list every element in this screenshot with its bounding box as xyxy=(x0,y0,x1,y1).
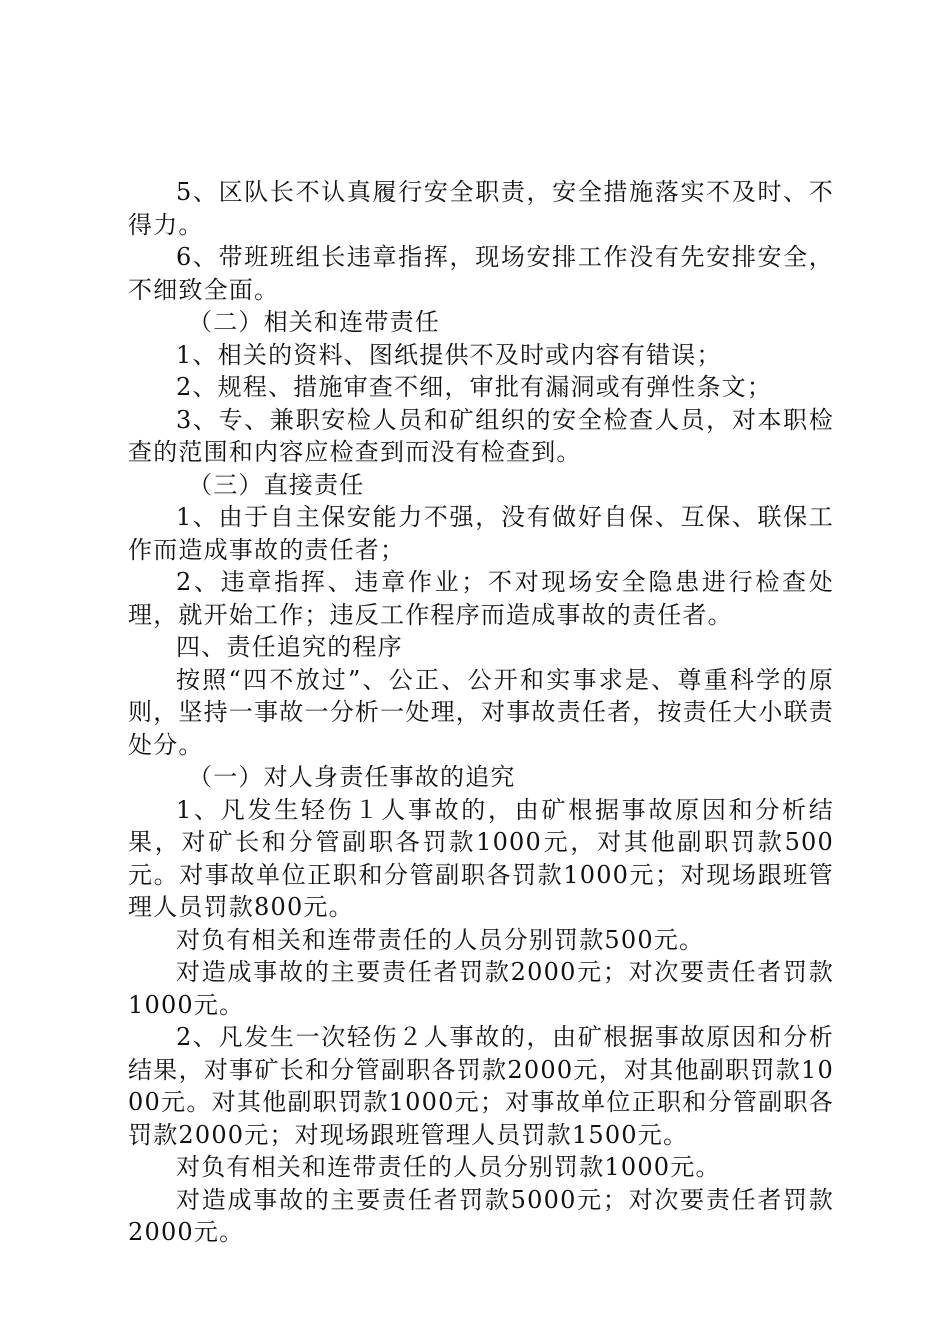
paragraph: 1、相关的资料、图纸提供不及时或内容有错误； xyxy=(176,340,722,369)
document-body xyxy=(128,176,834,1249)
paragraph: 对负有相关和连带责任的人员分别罚款500元。 xyxy=(176,925,705,954)
paragraph: 对造成事故的主要责任者罚款2000元；对次要责任者罚款1000元。 xyxy=(128,958,834,1019)
paragraph: 按照“四不放过”、公正、公开和实事求是、尊重科学的原则，坚持一事故一分析一处理，对事故责任者，按责任大小联责处分。 xyxy=(128,665,834,759)
section-heading: （二）相关和连带责任 xyxy=(188,308,440,336)
paragraph: 1、凡发生轻伤１人事故的，由矿根据事故原因和分析结果，对矿长和分管副职各罚款1000元，对其他副职罚款500元。对事故单位正职和分管副职各罚款1000元；对现场跟班管理人员罚款800元。 xyxy=(128,795,834,921)
paragraph: 对负有相关和连带责任的人员分别罚款1000元。 xyxy=(176,1153,721,1181)
section-heading: （一）对人身责任事故的追究 xyxy=(188,763,516,791)
paragraph: 2、凡发生一次轻伤２人事故的，由矿根据事故原因和分析结果，对事矿长和分管副职各罚款2000元，对其他副职罚款1000元。对其他副职罚款1000元；对事故单位正职和分管副职各罚款2000元；对现场跟班管理人员罚款1500元。 xyxy=(128,1023,834,1149)
section-heading: 四、责任追究的程序 xyxy=(176,633,403,661)
paragraph: 6、带班班组长违章指挥，现场安排工作没有先安排安全，不细致全面。 xyxy=(128,243,834,304)
section-heading: （三）直接责任 xyxy=(188,470,365,499)
paragraph: 对造成事故的主要责任者罚款5000元；对次要责任者罚款2000元。 xyxy=(128,1185,834,1246)
paragraph: 1、由于自主保安能力不强，没有做好自保、互保、联保工作而造成事故的责任者； xyxy=(128,503,834,564)
paragraph: 5、区队长不认真履行安全职责，安全措施落实不及时、不得力。 xyxy=(128,178,834,239)
paragraph: 2、违章指挥、违章作业；不对现场安全隐患进行检查处理，就开始工作；违反工作程序而造成事故的责任者。 xyxy=(128,568,834,629)
paragraph: 3、专、兼职安检人员和矿组织的安全检查人员，对本职检查的范围和内容应检查到而没有检查到。 xyxy=(128,405,834,466)
paragraph: 2、规程、措施审查不细，审批有漏洞或有弹性条文； xyxy=(176,373,773,401)
